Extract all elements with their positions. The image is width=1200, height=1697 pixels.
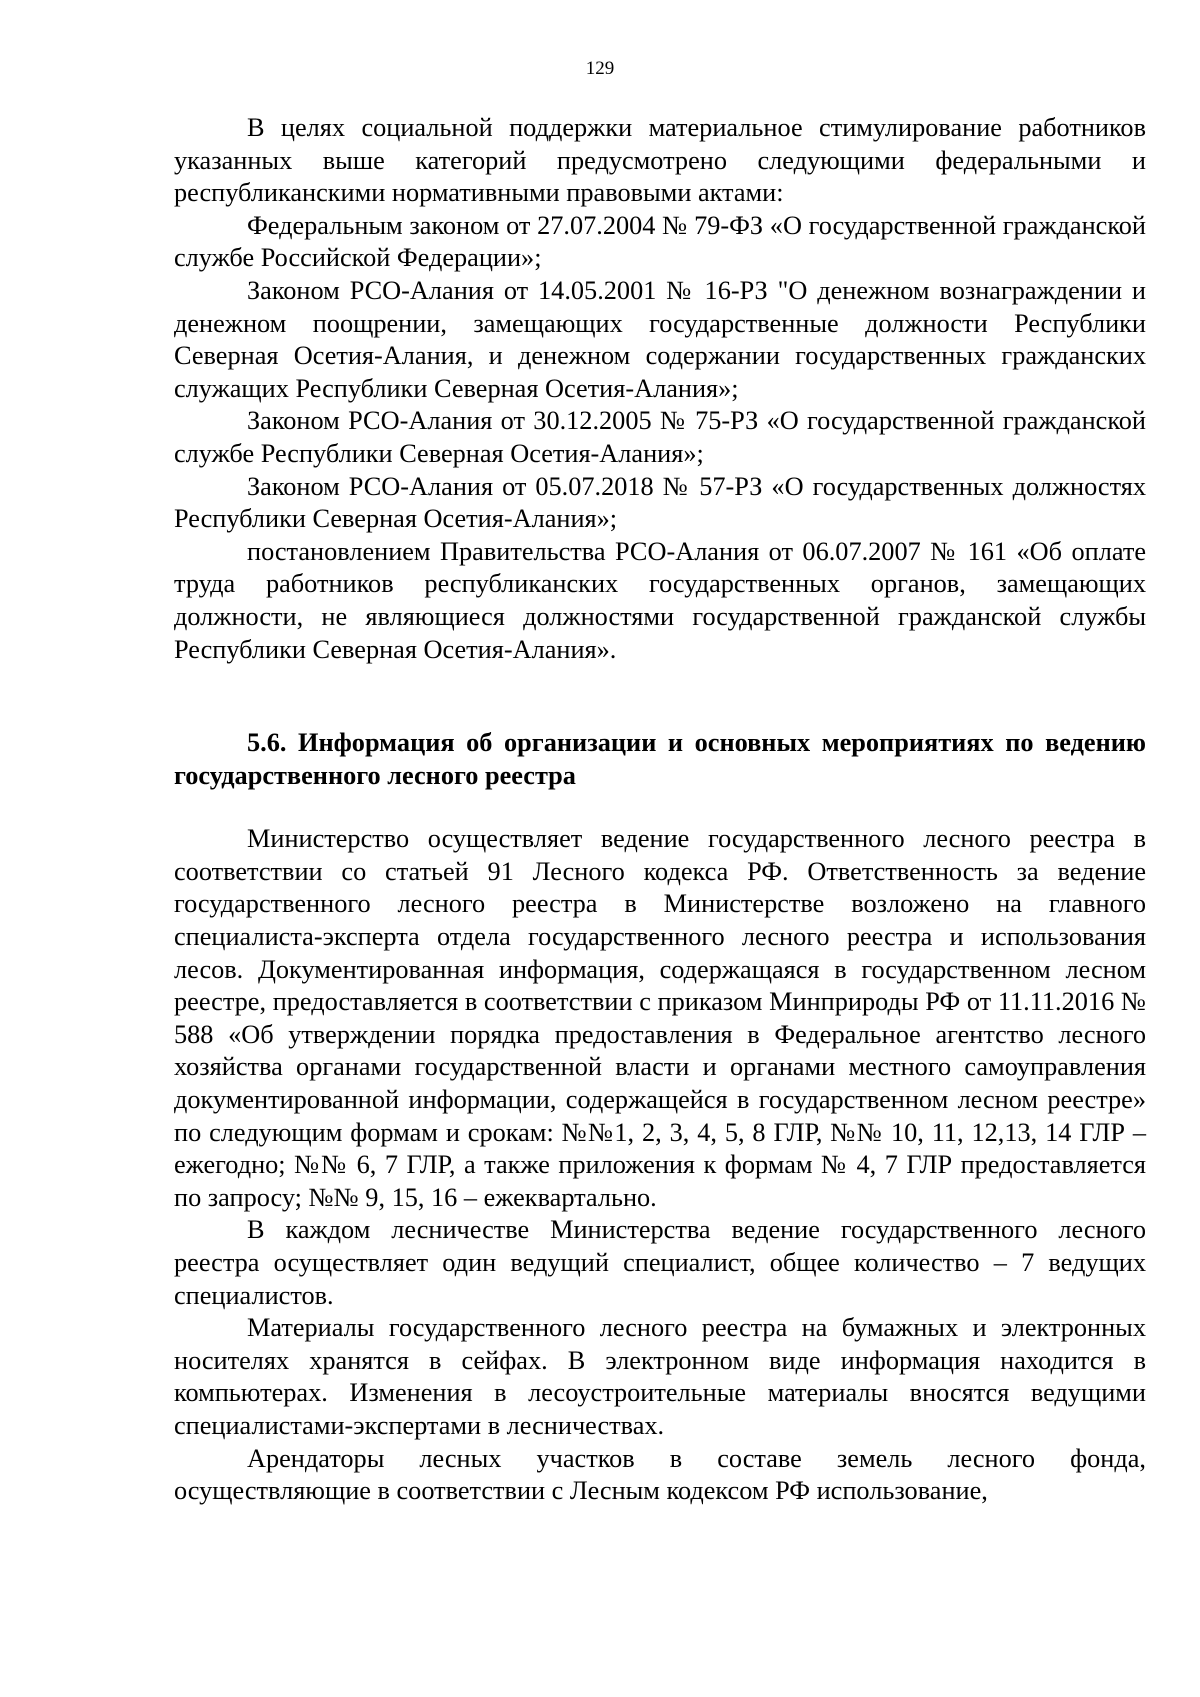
section-heading: 5.6. Информация об организации и основных мероприятиях по ведению государственного лесного реестра — [174, 728, 1146, 790]
paragraph-specialists: В каждом лесничестве Министерства ведение государственного лесного реестра осуществляет один ведущий специалист, общее количество – 7 ведущих специалистов. — [174, 1215, 1146, 1310]
spacer — [174, 666, 1146, 727]
paragraph-law-16rz: Законом РСО-Алания от 14.05.2001 № 16-РЗ "О денежном вознаграждении и денежном поощрении, замещающих государственные должности Республики Северная Осетия-Алания, и денежном содержании государственных гражданских служащих Республики Северная Осетия-Алания»; — [174, 275, 1146, 403]
paragraph-federal-law: Федеральным законом от 27.07.2004 № 79-ФЗ «О государственной гражданской службе Российской Федерации»; — [174, 210, 1146, 273]
page-content — [174, 112, 1146, 1508]
spacer — [174, 792, 1146, 823]
paragraph-resolution-161: постановлением Правительства РСО-Алания от 06.07.2007 № 161 «Об оплате труда работников республиканских государственных органов, замещающих должности, не являющиеся должностями государственной гражданской службы Республики Северная Осетия-Алания». — [174, 536, 1146, 664]
paragraph-materials-storage: Материалы государственного лесного реестра на бумажных и электронных носителях хранятся в сейфах. В электронном виде информация находится в компьютерах. Изменения в лесоустроительные материалы вносятся ведущими специалистами-экспертами в лесничествах. — [174, 1313, 1146, 1440]
page-number: 129 — [585, 58, 615, 79]
paragraph-intro: В целях социальной поддержки материальное стимулирование работников указанных выше категорий предусмотрено следующими федеральными и республиканскими нормативными правовыми актами: — [174, 113, 1146, 208]
paragraph-tenants: Арендаторы лесных участков в составе земель лесного фонда, осуществляющие в соответствии с Лесным кодексом РФ использование, — [174, 1443, 1146, 1506]
paragraph-registry-maintenance: Министерство осуществляет ведение государственного лесного реестра в соответствии со статьей 91 Лесного кодекса РФ. Ответственность за ведение государственного лесного реестра в Министерстве возложено на главного специалиста-эксперта отдела государственного лесного реестра и использования лесов. Документированная информация, содержащаяся в государственном лесном реестре, предоставляется в соответствии с приказом Минприроды РФ от 11.11.2016 № 588 «Об утверждении порядка предоставления в Федеральное агентство лесного хозяйства органами государственной власти и органами местного самоуправления документированной информации, содержащейся в государственном лесном реестре» по следующим формам и срокам: №№1, 2, 3, 4, 5, 8 ГЛР, №№ 10, 11, 12,13, 14 ГЛР – ежегодно; №№ 6, 7 ГЛР, а также приложения к формам № 4, 7 ГЛР предоставляется по запросу; №№ 9, 15, 16 – ежеквартально. — [174, 824, 1146, 1212]
paragraph-law-57rz: Законом РСО-Алания от 05.07.2018 № 57-РЗ «О государственных должностях Республики Северная Осетия-Алания»; — [174, 471, 1146, 534]
paragraph-law-75rz: Законом РСО-Алания от 30.12.2005 № 75-РЗ «О государственной гражданской службе Республики Северная Осетия-Алания»; — [174, 406, 1146, 468]
